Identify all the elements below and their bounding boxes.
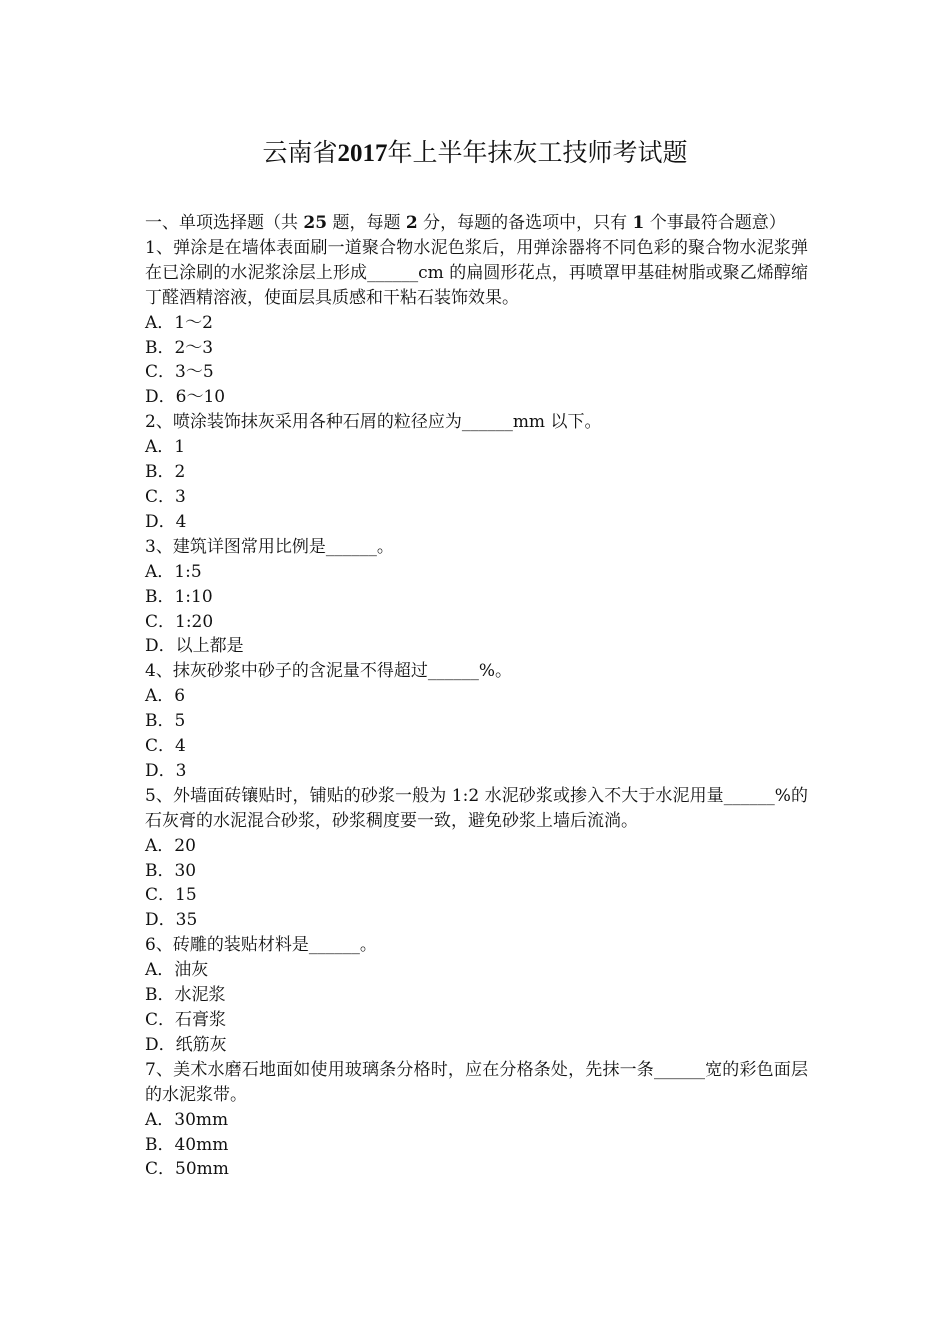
option: C．石膏浆 [145,1010,227,1030]
section-heading [145,211,808,236]
question [145,410,808,535]
points-per-question: 2 [405,213,418,233]
option: C．3～5 [145,362,214,383]
question [145,784,808,933]
question-stem: 6、砖雕的装贴材料是______。 [145,935,377,956]
option: D．3 [145,760,187,781]
option: D．以上都是 [145,636,244,657]
option: D．纸筋灰 [145,1034,227,1055]
section-heading-part: 个事最符合题意） [644,213,786,233]
title-suffix: 年上半年抹灰工技师考试题 [387,138,688,167]
title-year: 2017 [337,140,388,167]
option: D．6～10 [145,387,226,408]
option: B．40mm [145,1134,229,1155]
option: B．30 [145,860,197,881]
question-stem: 3、建筑详图常用比例是______。 [145,536,394,557]
option: A．20 [145,835,196,856]
question-stem: 2、喷涂装饰抹灰采用各种石屑的粒径应为______mm 以下。 [145,412,602,433]
option: A．油灰 [145,960,209,981]
question [145,236,808,410]
question-stem: 5、外墙面砖镶贴时，铺贴的砂浆一般为 1:2 水泥砂浆或掺入不大于水泥用量______%的石灰膏的水泥混合砂浆，砂浆稠度要一致，避免砂浆上墙后流淌。 [145,785,808,831]
title-prefix: 云南省 [262,138,338,167]
section-heading-part: 分，每题的备选项中，只有 [417,213,633,233]
option: B．5 [145,711,186,732]
question [145,933,808,1058]
option: B．水泥浆 [145,985,226,1006]
option: A．6 [145,686,186,707]
option: C．50mm [145,1159,229,1180]
option: A．1～2 [145,312,213,333]
section-heading-part: 一、单项选择题（共 [145,213,304,233]
question [145,659,808,784]
question-stem: 4、抹灰砂浆中砂子的含泥量不得超过______%。 [145,661,512,682]
question-stem: 1、弹涂是在墙体表面刷一道聚合物水泥色浆后，用弹涂器将不同色彩的聚合物水泥浆弹在已涂刷的水泥浆涂层上形成______cm 的扁圆形花点，再喷罩甲基硅树脂或聚乙烯醇缩丁醛酒精溶液，使面层具质感和干粘石装饰效果。 [145,237,808,308]
option: B．1:10 [145,586,213,607]
option: C．1:20 [145,611,214,632]
document-body [145,211,808,1182]
option: B．2～3 [145,337,214,358]
option: C．15 [145,885,197,906]
option: B．2 [145,462,186,483]
option: D．4 [145,511,187,532]
option: C．3 [145,486,186,507]
question-stem: 7、美术水磨石地面如使用玻璃条分格时，应在分格条处，先抹一条______宽的彩色面层的水泥浆带。 [145,1059,808,1105]
correct-count: 1 [632,213,645,233]
question-count: 25 [303,213,328,233]
option: A．1:5 [145,561,202,582]
question [145,1058,808,1183]
option: C．4 [145,736,186,757]
option: D．35 [145,910,198,931]
option: A．1 [145,437,186,458]
question [145,535,808,660]
option: A．30mm [145,1109,229,1130]
document-title [0,138,950,169]
section-heading-part: 题，每题 [327,213,406,233]
